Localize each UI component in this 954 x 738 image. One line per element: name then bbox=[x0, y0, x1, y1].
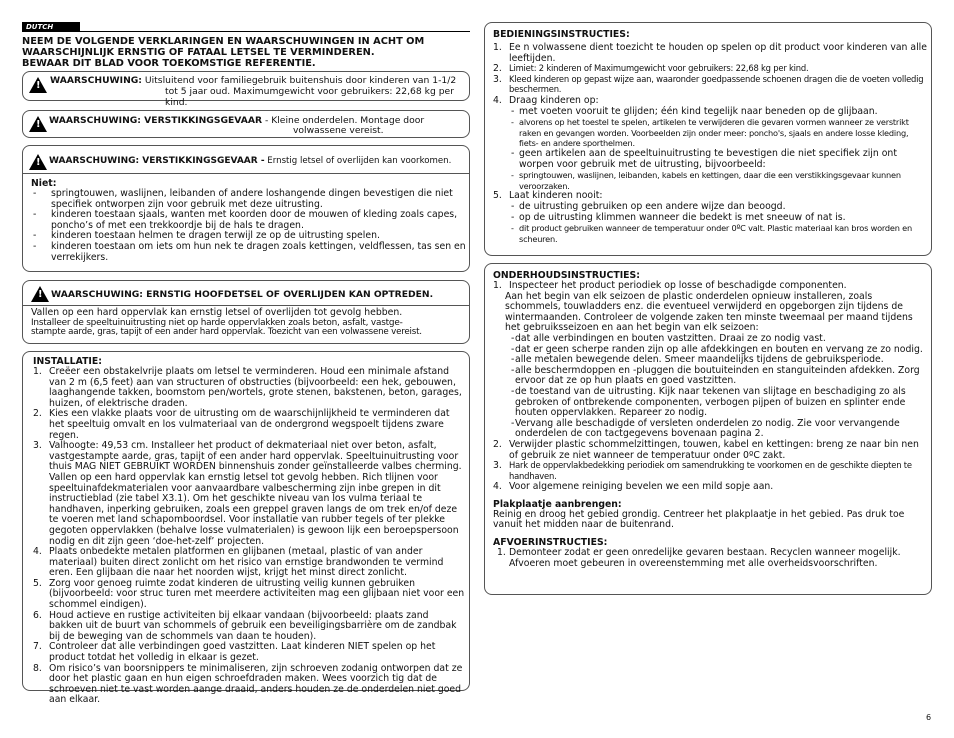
list-item: - Vervang alle beschadigde of versleten onderdelen zo nodig. Zie voor vervangende onderdelen de con tactgegevens bovenaan pagina 2. bbox=[509, 419, 927, 440]
maintenance-title: ONDERHOUDSINSTRUCTIES: bbox=[493, 270, 640, 281]
list-item: - de toestand van de uitrusting. Kijk naar tekenen van slijtage en beschadiging zo als gebroken of ontbrekende componenten, verbogen pijpen of buizen en splinter ende houten oppervlakken. Repareer zo nodig. bbox=[509, 387, 927, 419]
list-item: - alle metalen bewegende delen. Smeer maandelijks tijdens de gebruiksperiode. bbox=[509, 355, 927, 366]
list-item: 5. Zorg voor genoeg ruimte zodat kinderen de uitrusting veilig kunnen gebruiken (bijvoorbeeld: voor struc turen met meerdere activiteiten mag een glijbaan niet voor een schommel eindigen). bbox=[33, 577, 465, 611]
intro-line: WAARSCHIJNLIJK ERNSTIG OF FATAAL LETSEL TE VERMINDEREN. bbox=[22, 47, 375, 58]
list-item: - geen artikelen aan de speeltuinuitrusting te bevestigen die niet specifiek zijn ont worpen voor gebruik met de uitrusting, bijvoorbeeld: bbox=[509, 149, 927, 170]
warning-triangle-icon bbox=[29, 77, 47, 93]
warning-strangulation-heading: WAARSCHUWING: VERSTIKKINGSGEVAAR - Ernstig letsel of overlijden kan voorkomen. bbox=[49, 156, 452, 166]
list-item: 1. Creëer een obstakelvrije plaats om letsel te verminderen. Houd een minimale afstand van 2 m (6,5 feet) aan van structuren of obstructies (bijvoorbeeld: een hek, gebouwen, laaghangende takken, boomstom pen/wortels, grote stenen, bakstenen, beton, garages, huizen, of elektrische draden. bbox=[33, 366, 462, 409]
divider bbox=[23, 305, 469, 306]
list-item: - dat alle verbindingen en bouten vastzitten. Draai ze zo nodig vast. bbox=[509, 334, 927, 345]
list-item: - dat er geen scherpe randen zijn op alle afdekkingen en bouten en vervang ze zo nodig. bbox=[509, 345, 927, 356]
list-item: 2. Limiet: 2 kinderen of Maximumgewicht voor gebruikers: 22,68 kg per kind. bbox=[493, 63, 809, 75]
list-item: 1. Inspecteer het product periodiek op losse of beschadigde componenten. Aan het begin van elk seizoen de plastic onderdelen opnieuw installeren, zoals schommels, touwladders enz. die eventueel verwijderd en opgeborgen zijn tijdens de wintermaanden. Controleer de volgende zaken ten minste tweemaal per maand tijdens het gebruiksseizoen en aan het begin van elk seizoen: - dat alle verbindingen en bouten vastzitten. Draai ze zo nodig vast. - dat er geen scherpe randen zijn op alle afdekkingen en bouten en vervang ze zo nodig. - alle metalen bewegende delen. Smeer maandelijks tijdens de gebruiksperiode. - alle beschermdoppen en -pluggen die boutuiteinden en stanguiteinden afdekken. Zorg ervoor dat ze op hun plaats en goed vastzitten. - de toestand van de uitrusting. Kijk naar tekenen van slijtage en beschadiging zo als gebroken of ontbrekende componenten, verbogen pijpen of buizen en splinter ende houten oppervlakken. Repareer zo nodig. - Vervang alle beschadigde of versleten onderdelen zo nodig. Zie voor vervangende onderdelen de con tactgegevens bovenaan pagina 2. bbox=[493, 281, 927, 440]
warning-head-injury-text: Vallen op een hard oppervlak kan ernstig letsel of overlijden tot gevolg hebben. Installeer de speeltuinuitrusting niet op harde oppervlakken zoals beton, asfalt, vastge- stampte aarde, gras, tapijt of een ander hard oppervlak. Toezicht van een volwassene vereist. bbox=[31, 307, 422, 338]
list-item: 7. Controleer dat alle verbindingen goed vastzitten. Laat kinderen NIET spelen op het product totdat het volledig in elkaar is gezet. bbox=[33, 641, 436, 664]
list-item: 5. Laat kinderen nooit: - de uitrusting gebruiken op een andere wijze dan beoogd. - op de uitrusting klimmen wanneer die bedekt is met sneeuw of nat is. - dit product gebruiken wanneer de temperatuur onder 0ºC valt. Plastic materiaal kan bros worden en scheuren. bbox=[493, 191, 927, 244]
list-item: 3. Kleed kinderen op gepast wijze aan, waaronder goedpassende schoenen dragen die de voeten volledig beschermen. bbox=[493, 73, 924, 95]
installation-box bbox=[22, 351, 470, 706]
operating-instructions-box bbox=[484, 22, 932, 256]
maintenance-text: Aan het begin van elk seizoen de plastic onderdelen opnieuw installeren, zoals schommels, touwladders enz. die eventueel verwijderd en opgeborgen zijn tijdens de wintermaanden. Controleer de volgende zaken ten minste tweemaal per maand tijdens het gebruiksseizoen en aan het begin van elk seizoen: bbox=[505, 290, 913, 334]
warning-age-text-2: tot 5 jaar oud. Maximumgewicht voor gebruikers: 22,68 kg per kind. bbox=[165, 86, 454, 108]
niet-label: Niet: bbox=[31, 178, 57, 189]
list-item: 2. Kies een vlakke plaats voor de uitrusting om de waarschijnlijkheid te verminderen dat het speeltuig omvalt en los vulmateriaal van de ondergrond wegspoelt tijdens zware regen. bbox=[33, 408, 450, 441]
warning-head-injury-heading: WAARSCHUWING: ERNSTIG HOOFDETSEL OF OVERLIJDEN KAN OPTREDEN. bbox=[51, 289, 434, 300]
header-rule bbox=[80, 31, 470, 32]
warning-choking-text: WAARSCHUWING: VERSTIKKINGSGEVAAR - Kleine onderdelen. Montage door bbox=[49, 115, 425, 126]
list-item: - kinderen toestaan sjaals, wanten met koorden door de mouwen of kleding zoals capes, poncho’s of met een trekkoordje bij de hals te dragen. bbox=[31, 210, 467, 231]
list-item: - kinderen toestaan helmen te dragen terwijl ze op de uitrusting spelen. bbox=[31, 231, 467, 242]
language-bar bbox=[22, 22, 470, 32]
disposal-list bbox=[493, 548, 927, 569]
niet-list bbox=[31, 178, 467, 263]
list-item: - alvorens op het toestel te spelen, artikelen te verwijderen die gevaren vormen wanneer ze verstrikt raken en gevangen worden. Voorbeelden zijn onder meer: poncho's, sjaals en andere losse kleding, fiets- en andere sporthelmen. bbox=[509, 117, 927, 149]
list-item: - op de uitrusting klimmen wanneer die bedekt is met sneeuw of nat is. bbox=[509, 213, 927, 224]
intro-line: NEEM DE VOLGENDE VERKLARINGEN EN WAARSCHUWINGEN IN ACHT OM bbox=[22, 36, 425, 47]
intro-statement bbox=[22, 36, 470, 69]
warning-triangle-icon bbox=[31, 286, 49, 302]
list-item: - de uitrusting gebruiken op een andere wijze dan beoogd. bbox=[509, 202, 927, 213]
list-item: 4. Voor algemene reiniging bevelen we een mild sopje aan. bbox=[493, 481, 774, 493]
list-item: 3. Hark de oppervlakbedekking periodiek om samendrukking te voorkomen en de geschikte diepten te handhaven. bbox=[493, 460, 912, 481]
list-item: 1. Ee n volwassene dient toezicht te houden op spelen op dit product voor kinderen van alle leeftijden. bbox=[493, 42, 927, 64]
language-tag: DUTCH bbox=[22, 22, 80, 32]
intro-line: BEWAAR DIT BLAD VOOR TOEKOMSTIGE REFERENTIE. bbox=[22, 58, 316, 69]
warning-age-box bbox=[22, 71, 470, 108]
list-item: 1. Demonteer zodat er geen onredelijke gevaren bestaan. Recyclen wanneer mogelijk. Afvoeren moet gebeuren in overeenstemming met alle overheidsvoorschriften. bbox=[497, 547, 901, 569]
warning-choking-text-2: volwassene vereist. bbox=[293, 125, 384, 136]
warning-head-injury-box bbox=[22, 280, 470, 344]
list-item: - springtouwen, waslijnen, leibanden of andere loshangende dingen bevestigen die niet specifiek ontworpen zijn voor gebruik met deze uitrusting. bbox=[31, 189, 467, 210]
page-number: 6 bbox=[926, 713, 932, 722]
divider bbox=[23, 173, 469, 174]
list-item: - alle beschermdoppen en -pluggen die boutuiteinden en stanguiteinden afdekken. Zorg ervoor dat ze op hun plaats en goed vastzitten. bbox=[509, 366, 927, 387]
list-item: - dit product gebruiken wanneer de temperatuur onder 0ºC valt. Plastic materiaal kan bros worden en scheuren. bbox=[509, 223, 927, 244]
installation-list bbox=[33, 367, 465, 706]
warning-age-text: WAARSCHUWING: Uitsluitend voor familiegebruik buitenshuis door kinderen van 1-1/2 bbox=[50, 75, 457, 86]
warning-triangle-icon bbox=[29, 116, 47, 132]
list-item: 6. Houd actieve en rustige activiteiten bij elkaar vandaan (bijvoorbeeld: plaats zand bakken uit de buurt van schommels of gebruik een beveiligingsbarrière om de zandbak bij de beweging van de schommels van daan te houden). bbox=[33, 609, 457, 642]
warning-strangulation-box bbox=[22, 145, 470, 272]
warning-choking-box bbox=[22, 110, 470, 138]
list-item: 4. Draag kinderen op: - met voeten vooruit te glijden; één kind tegelijk naar beneden op de glijbaan. - alvorens op het toestel te spelen, artikelen te verwijderen die gevaren vormen wanneer ze verstrikt raken en gevangen worden. Voorbeelden zijn onder meer: poncho's, sjaals en andere losse kleding, fiets- en andere sporthelmen. - geen artikelen aan de speeltuinuitrusting te bevestigen die niet specifiek zijn ont worpen voor gebruik met de uitrusting, bijvoorbeeld: - springtouwen, waslijnen, leibanden, kabels en kettingen, daar die een verstikkingsgevaar kunnen veroorzaken. bbox=[493, 96, 927, 191]
list-item: - met voeten vooruit te glijden; één kind tegelijk naar beneden op de glijbaan. bbox=[509, 107, 927, 118]
list-item: - kinderen toestaan om iets om hun nek te dragen zoals kettingen, veldflessen, tas sen en verrekijkers. bbox=[31, 242, 467, 263]
list-item: - springtouwen, waslijnen, leibanden, kabels en kettingen, daar die een verstikkingsgevaar kunnen veroorzaken. bbox=[509, 170, 927, 191]
operating-title: BEDIENINGSINSTRUCTIES: bbox=[493, 29, 630, 40]
operating-list bbox=[493, 43, 927, 244]
list-item: 2. Verwijder plastic schommelzittingen, touwen, kabel en kettingen: breng ze naar bin nen of gebruik ze niet wanneer de temperatuur onder 0ºC zakt. bbox=[493, 438, 919, 461]
disposal-title: AFVOERINSTRUCTIES: bbox=[493, 537, 608, 549]
list-item: 4. Plaats onbedekte metalen platformen en glijbanen (metaal, plastic of van ander materiaal) buiten direct zonlicht om het risico van ernstige brandwonden te vermind eren. Een glijbaan die naar het noorden wijst, krijgt het minst direct zonlicht. bbox=[33, 546, 444, 579]
list-item: 8. Om risico’s van boorsnippers te minimaliseren, zijn schroeven zodanig ontworpen dat ze door het plastic gaan en hun eigen schroefdraden maken. Wees voorzich tig dat de schroeven niet te vast worden aange draaid, anders houden ze de onderdelen niet goed aan elkaar. bbox=[33, 662, 463, 706]
decal-text: Reinig en droog het gebied grondig. Centreer het plakplaatje in het gebied. Pas druk toe vanuit het midden naar de buitenrand. bbox=[493, 508, 905, 531]
installation-title: INSTALLATIE: bbox=[33, 356, 102, 367]
decal-title: Plakplaatje aanbrengen: bbox=[493, 498, 622, 510]
maintenance-list bbox=[493, 281, 927, 493]
warning-triangle-icon bbox=[29, 154, 47, 170]
maintenance-box bbox=[484, 263, 932, 595]
list-item: 3. Valhoogte: 49,53 cm. Installeer het product of dekmateriaal niet over beton, asfalt, vastgestampte aarde, gras, tapijt of een ander hard oppervlak. Speeltuinuitrusting voor thuis MAG NIET GEBRUIKT WORDEN binnenshuis zonder geïnstalleerde valbes cherming. Vallen op een hard oppervlak kan ernstig letsel tot gevolg hebben. Rich tlijnen voor speeltuinafdekmaterialen voor aanvaardbare valbescherming zijn inbe grepen in dit instructieblad (zie tabel X3.1). Om het geschikte niveau van los vulma teriaal te handhaven, inperking gebruiken, zoals een greppel graven langs de om trek en/of deze te voeren met land schapomboordsel. Voor installatie van rubber tegels of ter plekke gegoten oppervlakken (behalve losse vulmaterialen) is gewoon lijk een beroepspersoon nodig en dit zijn geen ‘doe-het-zelf’ projecten. bbox=[33, 440, 462, 547]
